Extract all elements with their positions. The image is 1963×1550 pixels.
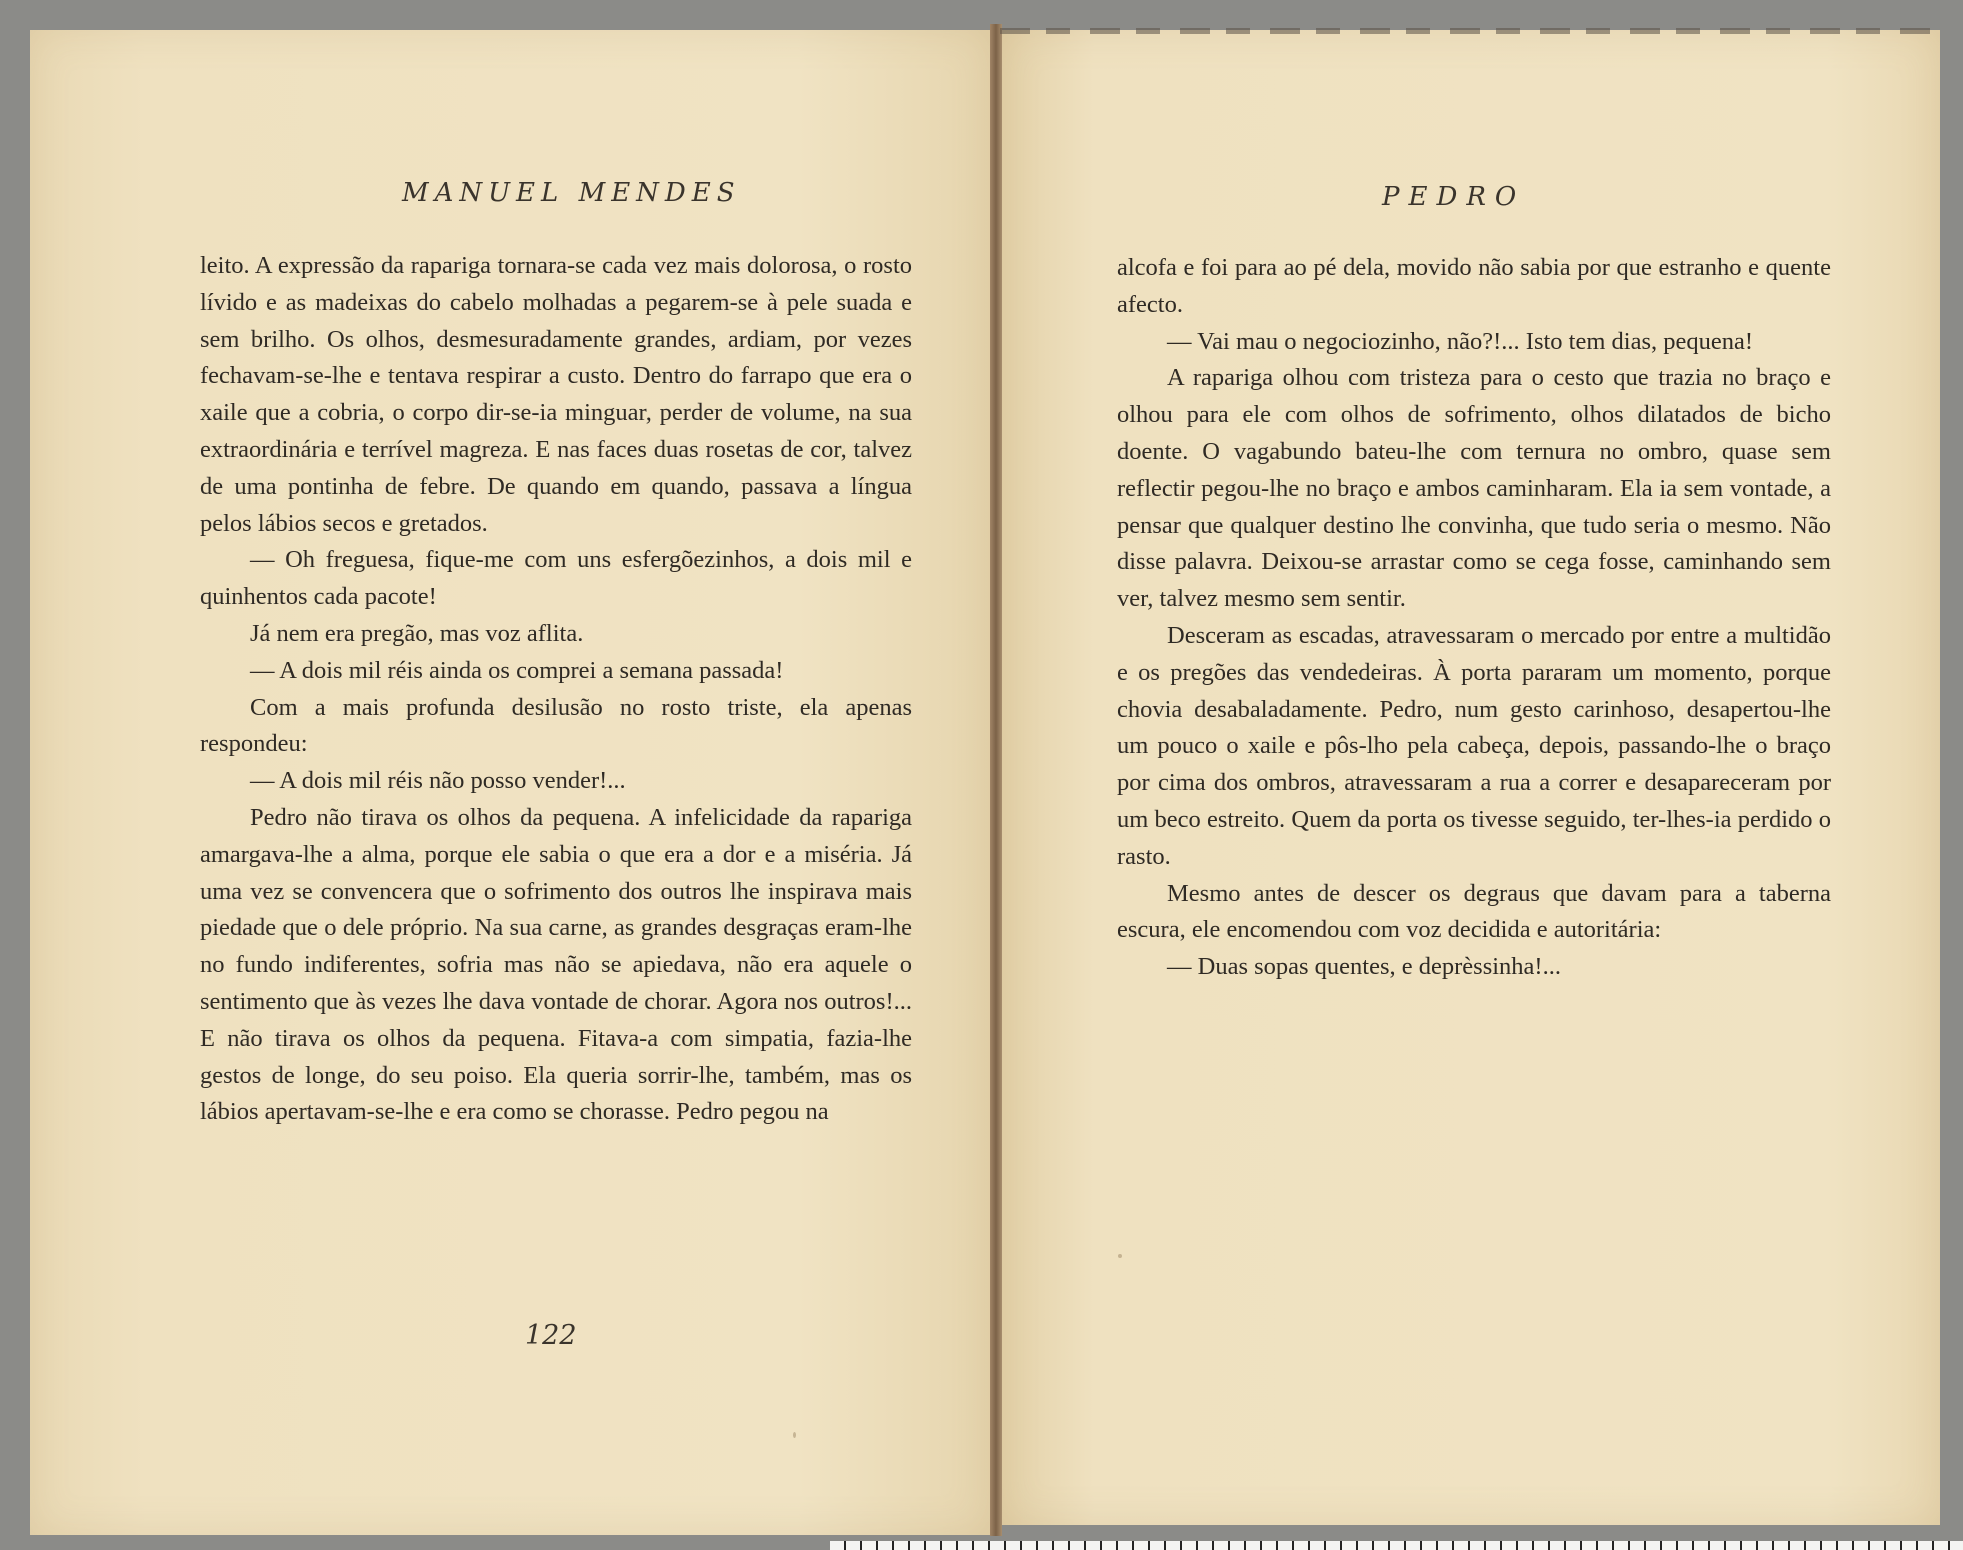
book-gutter bbox=[990, 24, 1002, 1536]
paragraph: — Duas sopas quentes, e deprèssinha!... bbox=[1167, 953, 1561, 981]
paper-spot bbox=[793, 1432, 796, 1438]
paragraph: — A dois mil réis não posso vender!... bbox=[250, 767, 626, 795]
right-body-text bbox=[1117, 250, 1831, 986]
scale-ruler bbox=[830, 1541, 1963, 1550]
paragraph: alcofa e foi para ao pé dela, movido não sabia por que estranho e quente afecto. bbox=[1117, 254, 1831, 318]
paragraph: — Vai mau o negociozinho, não?!... Isto tem dias, pequena! bbox=[1167, 327, 1754, 355]
paragraph: Pedro não tirava os olhos da pequena. A infelicidade da rapariga amargava-lhe a alma, porque ele sabia o que era a dor e a miséria. Já uma vez se convencera que o sofrimento dos outros lhe inspirava mais piedade que o dele próprio. Na sua carne, as grandes desgraças eram-lhe no fundo indiferentes, sofria mas não se apiedava, não era aquele o sentimento que às vezes lhe dava vontade de chorar. Agora nos outros!... E não tirava os olhos da pequena. Fitava-a com simpatia, fazia-lhe gestos de longe, do seu poiso. Ela queria sorrir-lhe, também, mas os lábios apertavam-se-lhe e era como se chorasse. Pedro pegou na bbox=[200, 803, 912, 1126]
paragraph: Mesmo antes de descer os degraus que davam para a taberna escura, ele encomendou com voz decidida e autoritária: bbox=[1117, 879, 1831, 944]
paragraph: Desceram as escadas, atravessaram o mercado por entre a multidão e os pregões das vendedeiras. À porta pararam um momento, porque chovia desabaladamente. Pedro, num gesto carinhoso, desapertou-lhe um pouco o xaile e pôs-lho pela cabeça, depois, passando-lhe o braço por cima dos ombros, atravessaram a rua a correr e desapareceram por um beco estreito. Quem da porta os tivesse seguido, ter-lhes-ia perdido o rasto. bbox=[1117, 621, 1831, 870]
paragraph: — A dois mil réis ainda os comprei a semana passada! bbox=[250, 656, 784, 684]
paragraph: leito. A expressão da rapariga tornara-se cada vez mais dolorosa, o rosto lívido e as madeixas do cabelo molhadas a pegarem-se à pele suada e sem brilho. Os olhos, desmesuradamente grandes, ardiam, por vezes fechavam-se-lhe e tentava respirar a custo. Dentro do farrapo que era o xaile que a cobria, o corpo dir-se-ia minguar, perder de volume, na sua extraordinária e terrível magreza. E nas faces duas rosetas de cor, talvez de uma pontinha de febre. De quando em quando, passava a língua pelos lábios secos e gretados. bbox=[200, 252, 912, 537]
paper-spot bbox=[1118, 1254, 1122, 1258]
paragraph: — Oh freguesa, fique-me com uns esfergõezinhos, a dois mil e quinhentos cada pacote! bbox=[200, 546, 912, 611]
right-running-header: PEDRO bbox=[1382, 182, 1526, 212]
left-running-header: MANUEL MENDES bbox=[402, 178, 741, 208]
paragraph: Com a mais profunda desilusão no rosto triste, ela apenas respondeu: bbox=[200, 693, 912, 758]
paragraph: A rapariga olhou com tristeza para o cesto que trazia no braço e olhou para ele com olhos de sofrimento, olhos dilatados de bicho doente. O vagabundo bateu-lhe com ternura no ombro, quase sem reflectir pegou-lhe no braço e ambos caminharam. Ela ia sem vontade, a pensar que qualquer destino lhe convinha, que tudo seria o mesmo. Não disse palavra. Deixou-se arrastar como se cega fosse, caminhando sem ver, talvez mesmo sem sentir. bbox=[1117, 364, 1831, 613]
torn-top-edge bbox=[1000, 28, 1940, 34]
left-body-text bbox=[200, 248, 912, 1131]
paragraph: Já nem era pregão, mas voz aflita. bbox=[250, 619, 584, 647]
page-number: 122 bbox=[525, 1320, 577, 1351]
